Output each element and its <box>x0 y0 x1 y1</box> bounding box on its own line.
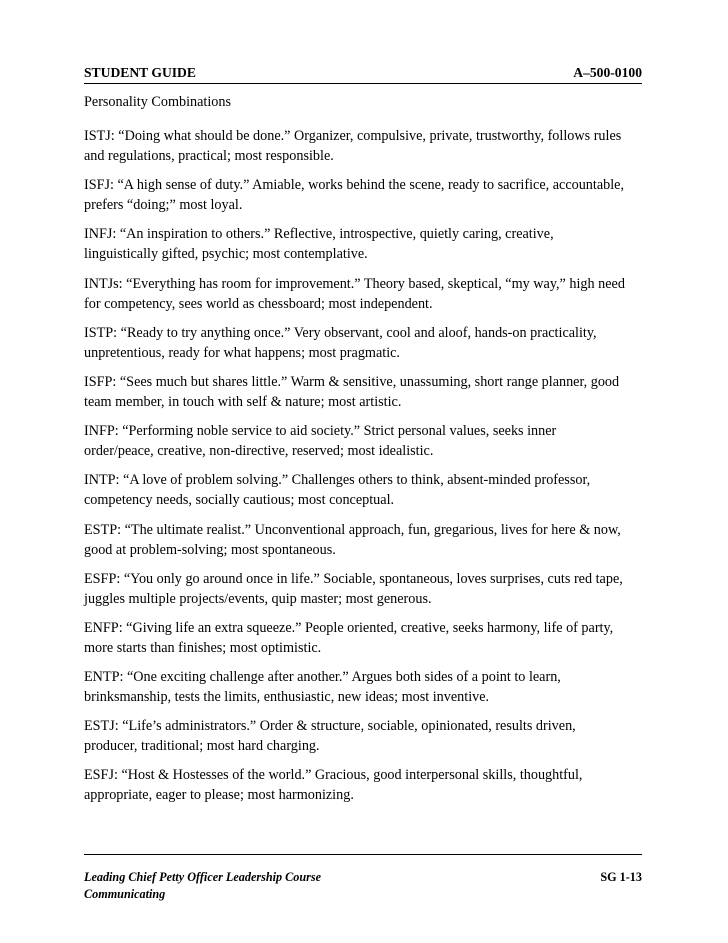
entry-line: competency needs, socially cautious; most conceptual. <box>84 492 395 509</box>
entry-line: ISTJ: “Doing what should be done.” Organizer, compulsive, private, trustworthy, follows rules <box>84 128 622 144</box>
entry-line: ENFP: “Giving life an extra squeeze.” People oriented, creative, seeks harmony, life of party, <box>84 619 614 636</box>
document-type: STUDENT GUIDE <box>84 65 196 80</box>
section-title: Personality Combinations <box>84 94 231 110</box>
entry-istp <box>84 323 644 363</box>
entry-esfp <box>84 569 644 609</box>
entry-infp <box>84 421 644 461</box>
personality-list <box>84 126 644 815</box>
entry-entp <box>84 667 644 707</box>
entry-istj <box>84 126 644 166</box>
entry-line: and regulations, practical; most responsible. <box>84 148 334 164</box>
course-topic: Communicating <box>84 887 166 901</box>
entry-esfj <box>84 765 644 805</box>
entry-line: team member, in touch with self & nature; most artistic. <box>84 393 402 410</box>
entry-line: ENTP: “One exciting challenge after another.” Argues both sides of a point to learn, <box>84 669 561 686</box>
entry-line: linguistically gifted, psychic; most contemplative. <box>84 246 368 263</box>
entry-line: INFP: “Performing noble service to aid society.” Strict personal values, seeks inner <box>84 423 557 440</box>
entry-line: juggles multiple projects/events, quip master; most generous. <box>84 590 432 607</box>
entry-intp <box>84 470 644 510</box>
entry-isfp <box>84 372 644 412</box>
entry-line: unpretentious, ready for what happens; most pragmatic. <box>84 344 400 361</box>
entry-intj <box>84 274 644 314</box>
entry-line: INFJ: “An inspiration to others.” Reflective, introspective, quietly caring, creative, <box>84 226 554 243</box>
entry-line: brinksmanship, tests the limits, enthusiastic, new ideas; most inventive. <box>84 689 490 706</box>
page-number: SG 1-13 <box>600 870 642 884</box>
entry-line: ESFJ: “Host & Hostesses of the world.” Gracious, good interpersonal skills, thoughtful, <box>84 767 583 784</box>
entry-line: ESFP: “You only go around once in life.” Sociable, spontaneous, loves surprises, cuts red tape, <box>84 570 623 587</box>
page-header <box>84 63 642 84</box>
entry-line: for competency, sees world as chessboard; most independent. <box>84 295 433 312</box>
entry-line: ISFP: “Sees much but shares little.” Warm & sensitive, unassuming, short range planner, good <box>84 373 620 390</box>
course-name: Leading Chief Petty Officer Leadership Course <box>84 870 322 884</box>
entry-infj <box>84 224 644 264</box>
entry-line: good at problem-solving; most spontaneous. <box>84 541 336 558</box>
entry-line: INTP: “A love of problem solving.” Challenges others to think, absent-minded professor, <box>84 472 591 489</box>
entry-line: appropriate, eager to please; most harmonizing. <box>84 787 354 804</box>
entry-enfp <box>84 618 644 658</box>
entry-line: ESTJ: “Life’s administrators.” Order & structure, sociable, opinionated, results driven, <box>84 718 576 735</box>
entry-line: more starts than finishes; most optimistic. <box>84 639 322 656</box>
entry-line: ESTP: “The ultimate realist.” Unconventional approach, fun, gregarious, lives for here & now, <box>84 521 621 538</box>
page-footer <box>84 854 642 903</box>
entry-line: order/peace, creative, non-directive, reserved; most idealistic. <box>84 443 434 460</box>
entry-estj <box>84 716 644 756</box>
entry-line: INTJs: “Everything has room for improvement.” Theory based, skeptical, “my way,” high need <box>84 275 625 292</box>
entry-line: ISTP: “Ready to try anything once.” Very observant, cool and aloof, hands-on practicality, <box>84 324 597 341</box>
entry-line: prefers “doing;” most loyal. <box>84 197 243 214</box>
entry-estp <box>84 520 644 560</box>
entry-line: producer, traditional; most hard charging. <box>84 738 320 755</box>
document-number: A–500-0100 <box>573 65 642 80</box>
entry-line: ISFJ: “A high sense of duty.” Amiable, works behind the scene, ready to sacrifice, accountable, <box>84 177 625 194</box>
entry-isfj <box>84 175 644 215</box>
